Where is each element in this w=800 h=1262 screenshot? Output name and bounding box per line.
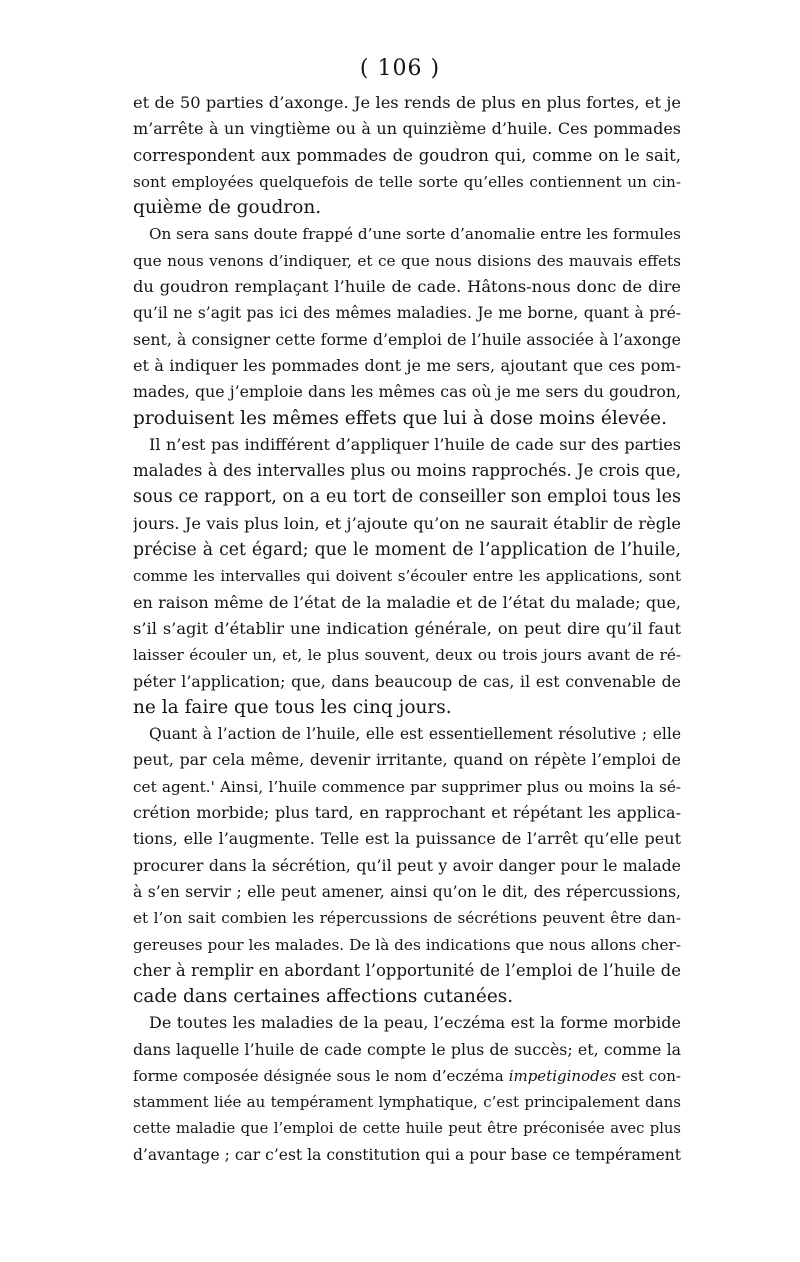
- text-line: mades, que j’emploie dans les mêmes cas où je me sers du goudron,: [133, 382, 681, 402]
- text-line: ne la faire que tous les cinq jours.: [133, 696, 452, 718]
- text-line: à s’en servir ; elle peut amener, ainsi qu’on le dit, des répercussions,: [133, 882, 681, 901]
- text-line: et à indiquer les pommades dont je me sers, ajoutant que ces pom-: [133, 355, 681, 375]
- page-number: ( 106 ): [359, 56, 441, 81]
- text-line: forme composée désignée sous le nom d’eczéma impetiginodes est con-: [133, 1066, 681, 1085]
- text-line: et de 50 parties d’axonge. Je les rends de plus en plus fortes, et je: [133, 93, 681, 112]
- text-line: stamment liée au tempérament lymphatique, c’est principalement dans: [133, 1093, 681, 1112]
- text-line: dans laquelle l’huile de cade compte le plus de succès; et, comme la: [133, 1039, 681, 1059]
- text-line: comme les intervalles qui doivent s’écouler entre les applications, sont: [133, 567, 681, 586]
- text-line: correspondent aux pommades de goudron qui, comme on le sait,: [133, 145, 681, 165]
- text-line: crétion morbide; plus tard, en rapprochant et répétant les applica-: [133, 803, 681, 823]
- text-line: Quant à l’action de l’huile, elle est essentiellement résolutive ; elle: [149, 725, 681, 744]
- text-line: que nous venons d’indiquer, et ce que nous disions des mauvais effets: [133, 251, 681, 270]
- text-line: cher à remplir en abordant l’opportunité de l’emploi de l’huile de: [133, 960, 681, 980]
- text-line: cet agent.' Ainsi, l’huile commence par supprimer plus ou moins la sé-: [133, 777, 681, 796]
- text-line: en raison même de l’état de la maladie et de l’état du malade; que,: [133, 592, 681, 612]
- text-line: malades à des intervalles plus ou moins rapprochés. Je crois que,: [133, 461, 681, 481]
- text-line: d’avantage ; car c’est la constitution qui a pour base ce tempérament: [133, 1145, 681, 1164]
- text-line: m’arrête à un vingtième ou à un quinzième d’huile. Ces pommades: [133, 119, 681, 139]
- text-line: produisent les mêmes effets que lui à dose moins élevée.: [133, 407, 667, 429]
- latin-term: impetiginodes: [508, 1066, 617, 1085]
- text-line: sous ce rapport, on a eu tort de conseiller son emploi tous les: [133, 487, 681, 508]
- text-line: On sera sans doute frappé d’une sorte d’anomalie entre les formules: [149, 225, 681, 244]
- text-line: jours. Je vais plus loin, et j’ajoute qu’on ne saurait établir de règle: [133, 513, 681, 533]
- text-line: De toutes les maladies de la peau, l’eczéma est la forme morbide: [149, 1013, 681, 1033]
- text-line: péter l’application; que, dans beaucoup de cas, il est convenable de: [133, 671, 681, 691]
- text-line: cade dans certaines affections cutanées.: [133, 986, 514, 1008]
- text-line: sont employées quelquefois de telle sorte qu’elles contiennent un cin-: [133, 172, 681, 191]
- text-line: quième de goudron.: [133, 197, 322, 219]
- body-text: [133, 90, 681, 1168]
- text-line: cette maladie que l’emploi de cette huile peut être préconisée avec plus: [133, 1119, 681, 1137]
- text-line: peut, par cela même, devenir irritante, quand on répète l’emploi de: [133, 750, 681, 770]
- text-line: laisser écouler un, et, le plus souvent, deux ou trois jours avant de ré-: [133, 646, 681, 665]
- text-line: procurer dans la sécrétion, qu’il peut y avoir danger pour le malade: [133, 855, 681, 875]
- text-line: et l’on sait combien les répercussions de sécrétions peuvent être dan-: [133, 909, 681, 928]
- text-line: du goudron remplaçant l’huile de cade. Hâtons-nous donc de dire: [133, 277, 681, 297]
- text-line: tions, elle l’augmente. Telle est la puissance de l’arrêt qu’elle peut: [133, 829, 681, 849]
- text-line: sent, à consigner cette forme d’emploi de l’huile associée à l’axonge: [133, 329, 681, 349]
- text-line: s’il s’agit d’établir une indication générale, on peut dire qu’il faut: [133, 618, 681, 638]
- text-line: précise à cet égard; que le moment de l’application de l’huile,: [133, 540, 681, 561]
- text-line: Il n’est pas indifférent d’appliquer l’huile de cade sur des parties: [149, 434, 681, 454]
- text-line: gereuses pour les malades. De là des indications que nous allons cher-: [133, 935, 681, 954]
- text-line: qu’il ne s’agit pas ici des mêmes maladies. Je me borne, quant à pré-: [133, 304, 681, 323]
